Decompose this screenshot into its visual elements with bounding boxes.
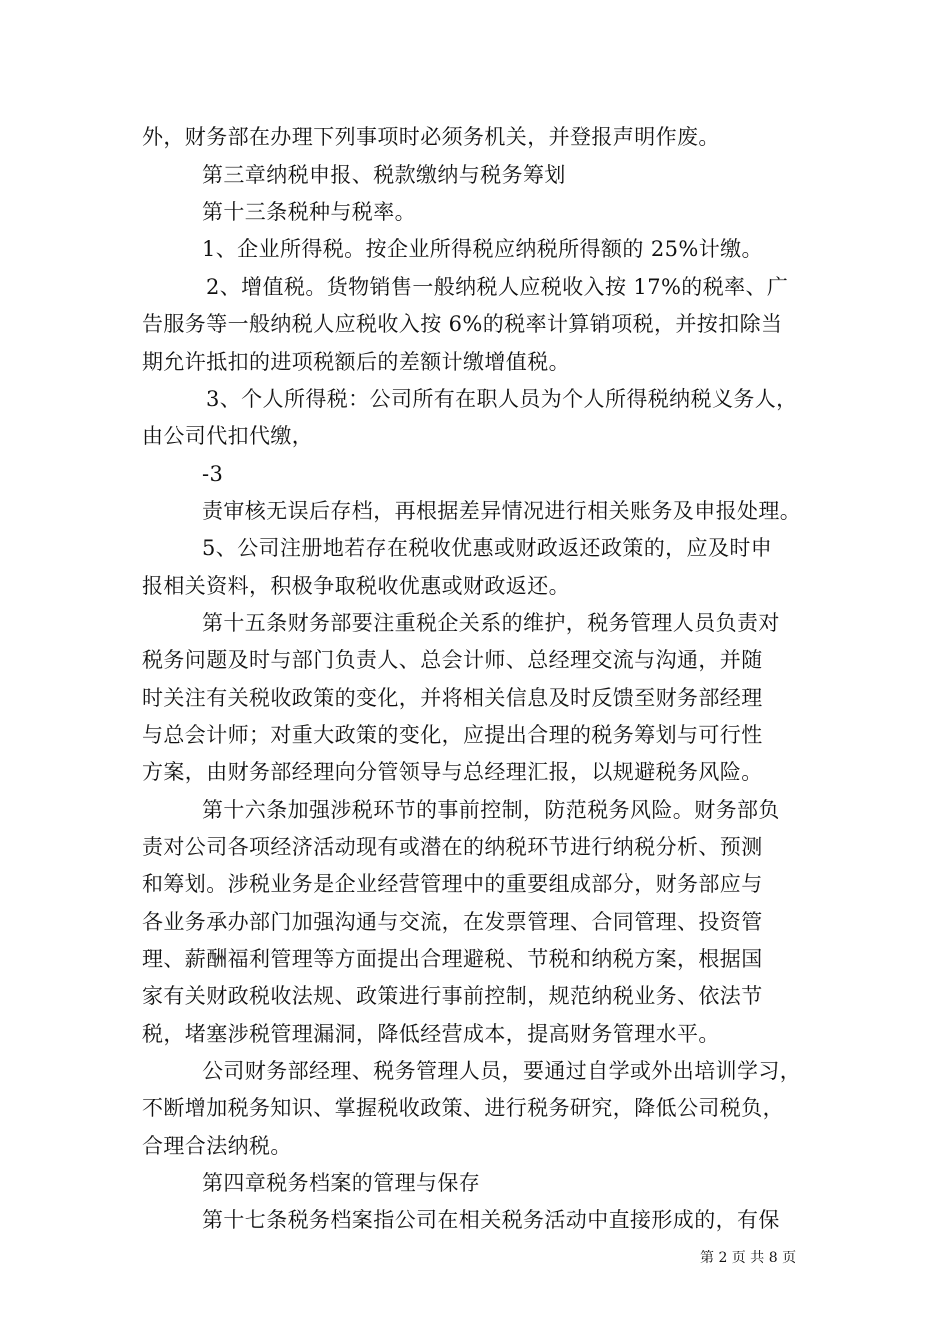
text-line: 第十五条财务部要注重税企关系的维护，税务管理人员负责对	[202, 611, 780, 635]
text-line: -3	[202, 462, 224, 486]
text-line: 合理合法纳税。	[142, 1134, 292, 1158]
text-line: 1、企业所得税。按企业所得税应纳税所得额的 25%计缴。	[202, 237, 763, 261]
text-line: 责对公司各项经济活动现有或潜在的纳税环节进行纳税分析、预测	[142, 835, 763, 859]
text-line: 和筹划。涉税业务是企业经营管理中的重要组成部分，财务部应与	[142, 872, 763, 896]
text-line: 时关注有关税收政策的变化，并将相关信息及时反馈至财务部经理	[142, 686, 763, 710]
text-line: 报相关资料，积极争取税收优惠或财政返还。	[142, 574, 570, 598]
page-number-footer: 第 2 页 共 8 页	[700, 1250, 797, 1266]
text-line: 第十七条税务档案指公司在相关税务活动中直接形成的，有保	[202, 1208, 780, 1232]
text-line: 责审核无误后存档，再根据差异情况进行相关账务及申报处理。	[202, 499, 802, 523]
text-line: 方案，由财务部经理向分管领导与总经理汇报，以规避税务风险。	[142, 760, 763, 784]
text-line: 理、薪酬福利管理等方面提出合理避税、节税和纳税方案，根据国	[142, 947, 763, 971]
text-line: 告服务等一般纳税人应税收入按 6%的税率计算销项税，并按扣除当	[142, 312, 783, 336]
text-line: 公司财务部经理、税务管理人员，要通过自学或外出培训学习，	[202, 1059, 802, 1083]
text-line: 第十六条加强涉税环节的事前控制，防范税务风险。财务部负	[202, 798, 780, 822]
chapter-heading: 第四章税务档案的管理与保存	[202, 1171, 481, 1195]
text-line: 家有关财政税收法规、政策进行事前控制，规范纳税业务、依法节	[142, 984, 763, 1008]
text-line: 由公司代扣代缴，	[142, 424, 314, 448]
text-line: 外，财务部在办理下列事项时必须务机关，并登报声明作废。	[142, 125, 720, 149]
text-line: 与总会计师；对重大政策的变化，应提出合理的税务筹划与可行性	[142, 723, 763, 747]
text-line: 2、增值税。货物销售一般纳税人应税收入按 17%的税率、广	[206, 275, 789, 299]
text-line: 税，堵塞涉税管理漏洞，降低经营成本，提高财务管理水平。	[142, 1022, 720, 1046]
text-line: 3、个人所得税：公司所有在职人员为个人所得税纳税义务人，	[206, 387, 798, 411]
text-line: 期允许抵扣的进项税额后的差额计缴增值税。	[142, 350, 570, 374]
article-heading: 第十三条税种与税率。	[202, 200, 416, 224]
text-line: 不断增加税务知识、掌握税收政策、进行税务研究，降低公司税负，	[142, 1096, 784, 1120]
text-line: 5、公司注册地若存在税收优惠或财政返还政策的，应及时申	[202, 536, 773, 560]
chapter-heading: 第三章纳税申报、税款缴纳与税务筹划	[202, 163, 566, 187]
text-line: 税务问题及时与部门负责人、总会计师、总经理交流与沟通，并随	[142, 648, 763, 672]
text-line: 各业务承办部门加强沟通与交流，在发票管理、合同管理、投资管	[142, 910, 763, 934]
